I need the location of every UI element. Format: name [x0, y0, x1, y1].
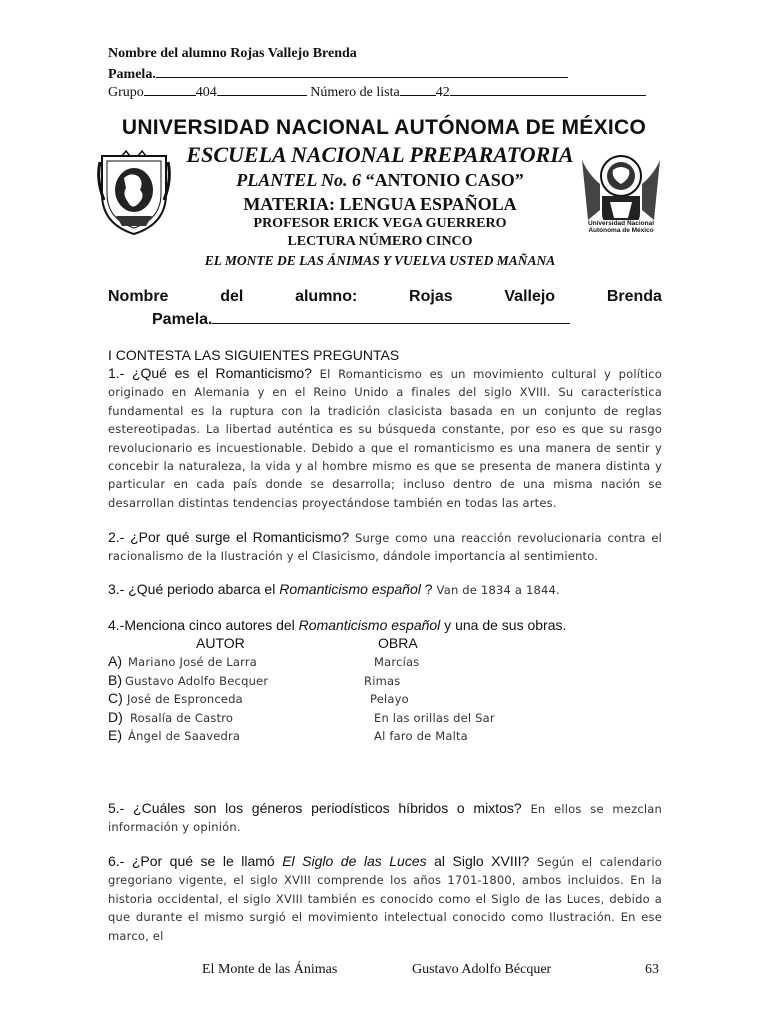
table-row: [108, 653, 588, 672]
obra-title: EL MONTE DE LAS ÁNIMAS Y VUELVA USTED MAÑANA: [204, 253, 556, 268]
school-title: ESCUELA NACIONAL PREPARATORIA: [186, 142, 574, 167]
table-row: [108, 727, 588, 746]
lectura-title: LECTURA NÚMERO CINCO: [287, 234, 473, 249]
university-title: UNIVERSIDAD NACIONAL AUTÓNOMA DE MÉXICO: [121, 116, 647, 139]
row-obra: Al faro de Malta: [374, 729, 468, 743]
student-word: Brenda: [606, 288, 662, 305]
lista-label: Número de lista: [310, 85, 400, 100]
section-heading: I CONTESTA LAS SIGUIENTES PREGUNTAS: [108, 347, 400, 363]
plantel-name: “ANTONIO CASO”: [361, 170, 524, 190]
authors-table: [108, 653, 588, 746]
row-autor: Mariano José de Larra: [128, 655, 258, 669]
header-name-line: Nombre del alumno Rojas Vallejo Brenda: [108, 46, 357, 61]
question-6-text: 6.- ¿Por qué se le llamó: [108, 853, 283, 869]
seal-text: Universidad Nacional Autónoma de México: [582, 220, 660, 234]
materia-title: MATERIA: LENGUA ESPAÑOLA: [243, 194, 517, 214]
question-5-answer: En ellos se mezclan información y opinión.: [108, 802, 662, 835]
table-row: [108, 709, 588, 728]
lista-value: 42: [435, 85, 450, 100]
row-letter: E): [108, 727, 122, 743]
grupo-label: Grupo: [108, 85, 144, 100]
footer-author: Gustavo Adolfo Bécquer: [412, 962, 552, 977]
column-obra: OBRA: [378, 635, 418, 651]
question-5-text: 5.- ¿Cuáles son los géneros periodísticos híbridos o mixtos?: [108, 800, 522, 816]
plantel-title: [178, 170, 582, 191]
question-3-answer: Van de 1834 a 1844.: [436, 583, 560, 597]
student-word: Rojas: [409, 288, 453, 305]
unam-seal-left: [94, 150, 174, 236]
table-row: [108, 690, 588, 709]
row-letter: A): [108, 653, 122, 669]
question-4: 4.-Menciona cinco autores del Romanticismo español y una de sus obras.: [108, 617, 567, 633]
row-letter: C): [108, 690, 123, 706]
question-3-text: 3.- ¿Qué periodo abarca el: [108, 581, 280, 597]
header-grupo-line: [108, 83, 646, 101]
student-word: alumno:: [295, 288, 358, 305]
question-1-answer: El Romanticismo es un movimiento cultural y político originado en Alemania y en el Reino Unido a finales del siglo XVIII. Su característica fundamental es la ruptura con la tradición clasicista basada en un conjunto de reglas estereotipadas. La libertad auténtica es su búsqueda constante, por eso es que su rasgo revolucionario es incuestionable. Debido a que el romanticismo es una manera de sentir y concebir la naturaleza, la vida y al hombre mismo es que se presenta de manera distinta y particular en cada país donde se desarrolla; incluso dentro de una misma nación se desarrollan distintas tendencias proyectándose también en todas las artes.: [108, 367, 663, 510]
question-2: [108, 528, 662, 566]
underline: [156, 65, 568, 78]
question-2-answer: Surge como una reacción revolucionaria contra el racionalismo de la Ilustración y el Clasicismo, dándole importancia al sentimiento.: [108, 531, 663, 564]
column-autor: AUTOR: [196, 635, 245, 651]
enp-seal-right: [580, 150, 662, 242]
question-6-answer: Según el calendario gregoriano vigente, el siglo XVIII comprende los años 1701-1800, ambos incluidos. En la historia occidental, el siglo XVIII también es conocido como el Siglo de las Luces, debido a que durante el mismo surgió el movimiento intelectual conocido como Ilustración. En ese marco, el: [108, 855, 663, 943]
question-3-em: Romanticismo español: [279, 581, 421, 597]
student-word: Nombre: [108, 288, 169, 305]
row-autor: José de Espronceda: [127, 692, 243, 706]
profesor-title: PROFESOR ERICK VEGA GUERRERO: [253, 216, 507, 231]
question-4-em: Romanticismo español: [298, 617, 441, 633]
row-autor: Ángel de Saavedra: [128, 729, 241, 743]
student-name-line: [108, 288, 662, 306]
question-1-text: 1.- ¿Qué es el Romanticismo?: [108, 365, 312, 381]
student-name-line-2: [152, 310, 570, 329]
question-6: 6.- ¿Por qué se le llamó El Siglo de las Luces al Siglo XVIII? Según el calendario gregoriano vigente, el siglo XVIII comprende los años 1701-1800, ambos incluidos. En la historia occidental, el siglo XVIII también es conocido como el Siglo de las Luces, debido a que durante el mismo surgió el movimiento intelectual conocido como Ilustración. En ese marco, el: [108, 853, 663, 943]
question-6-em: El Siglo de las Luces: [282, 853, 427, 869]
student-word: Vallejo: [504, 288, 556, 305]
header-name-line-2: [108, 65, 568, 83]
row-obra: Rimas: [364, 673, 401, 688]
header-pamela: Pamela.: [108, 67, 156, 82]
row-letter: B): [108, 671, 122, 688]
page-number: 63: [645, 962, 659, 977]
grupo-value: 404: [195, 85, 217, 100]
question-3: 3.- ¿Qué periodo abarca el Romanticismo español ? Van de 1834 a 1844.: [108, 581, 560, 597]
plantel-number: PLANTEL No. 6: [236, 170, 362, 190]
question-5: [108, 799, 662, 837]
table-row: [108, 672, 588, 691]
question-4-text: 4.-Menciona cinco autores del: [108, 617, 299, 633]
row-obra: Pelayo: [370, 692, 409, 706]
footer-title: El Monte de las Ánimas: [202, 962, 338, 977]
student-pamela: Pamela.: [152, 311, 213, 328]
row-letter: D): [108, 708, 123, 725]
row-autor: Gustavo Adolfo Becquer: [125, 673, 269, 688]
question-1: [108, 364, 662, 512]
student-word: del: [220, 288, 244, 305]
question-2-text: 2.- ¿Por qué surge el Romanticismo?: [108, 529, 350, 545]
row-obra: En las orillas del Sar: [374, 710, 495, 725]
row-obra: Marcías: [374, 655, 420, 669]
row-autor: Rosalía de Castro: [130, 710, 234, 725]
